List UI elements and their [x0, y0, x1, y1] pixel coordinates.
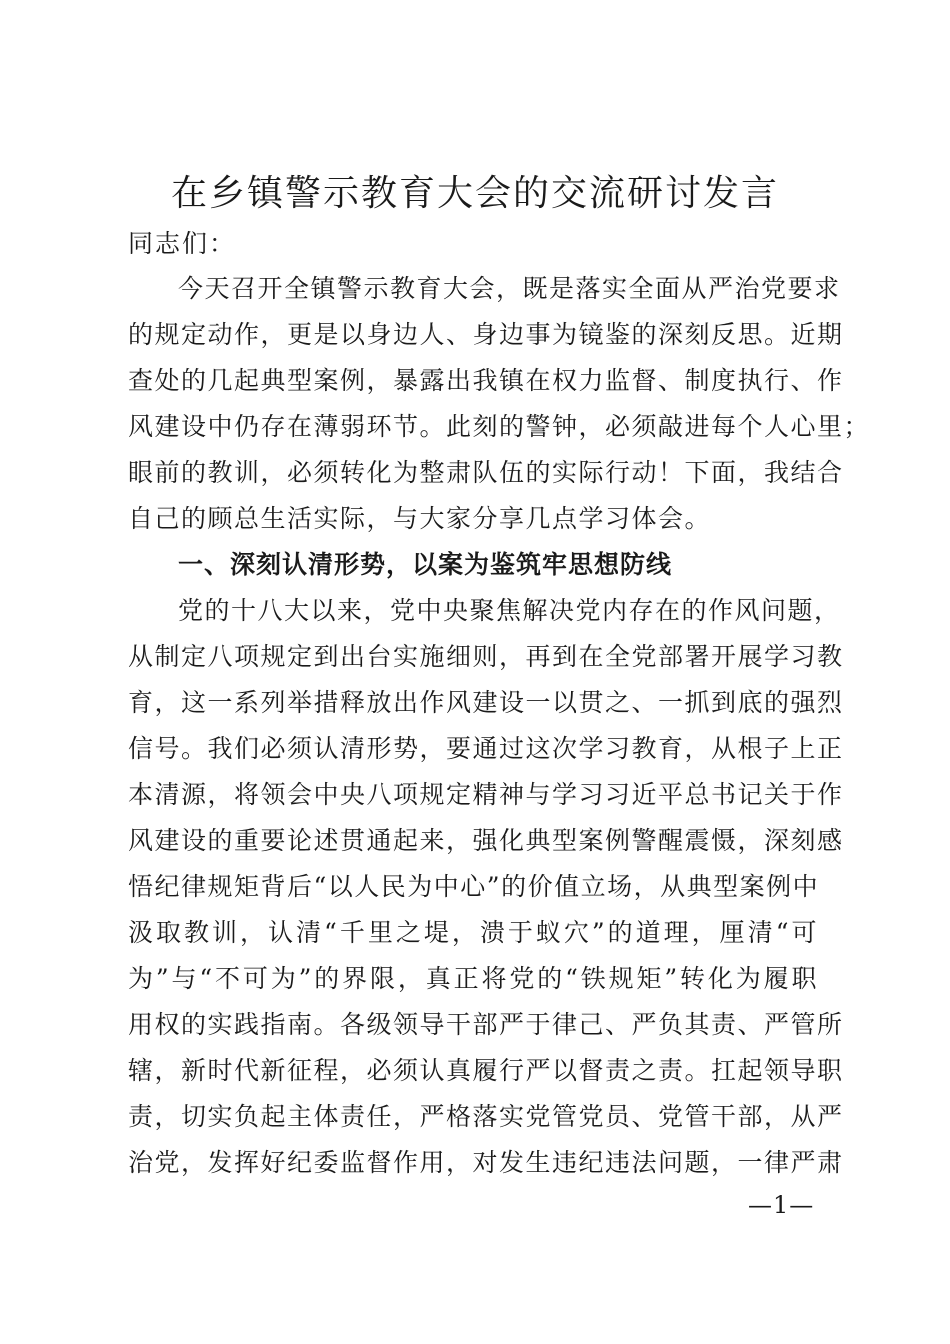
page-number: —1— — [748, 1191, 815, 1219]
document-body — [128, 266, 871, 1186]
text-line: 悟纪律规矩背后“以人民为中心”的价值立场，从典型案例中 — [128, 872, 820, 901]
text-line: 党的十八大以来，党中央聚焦解决党内存在的作风问题， — [178, 596, 841, 625]
text-line: 从制定八项规定到出台实施细则，再到在全党部署开展学习教 — [128, 642, 844, 671]
salutation: 同志们： — [128, 229, 237, 258]
text-line: 治党，发挥好纪委监督作用，对发生违纪违法问题，一律严肃 — [128, 1148, 844, 1177]
text-line: 用权的实践指南。各级领导干部严于律己、严负其责、严管所 — [128, 1010, 844, 1039]
text-line: 本清源，将领会中央八项规定精神与学习习近平总书记关于作 — [128, 780, 844, 809]
text-line: 育，这一系列举措释放出作风建设一以贯之、一抓到底的强烈 — [128, 688, 844, 717]
text-line: 的规定动作，更是以身边人、身边事为镜鉴的深刻反思。近期 — [128, 320, 844, 349]
text-line: 为”与“不可为”的界限，真正将党的“铁规矩”转化为履职 — [128, 964, 818, 993]
text-line: 责，切实负起主体责任，严格落实党管党员、党管干部，从严 — [128, 1102, 844, 1131]
text-line: 风建设的重要论述贯通起来，强化典型案例警醒震慑，深刻感 — [128, 826, 844, 855]
text-line: 信号。我们必须认清形势，要通过这次学习教育，从根子上正 — [128, 734, 844, 763]
text-line: 今天召开全镇警示教育大会，既是落实全面从严治党要求 — [178, 274, 841, 303]
text-line: 辖，新时代新征程，必须认真履行严以督责之责。扛起领导职 — [128, 1056, 844, 1085]
text-line: 风建设中仍存在薄弱环节。此刻的警钟，必须敲进每个人心里； — [128, 412, 871, 441]
text-line: 自己的顾总生活实际，与大家分享几点学习体会。 — [128, 504, 712, 533]
text-line: 眼前的教训，必须转化为整肃队伍的实际行动！下面，我结合 — [128, 458, 844, 487]
document-title: 在乡镇警示教育大会的交流研讨发言 — [170, 173, 779, 214]
section-heading: 一、深刻认清形势，以案为鉴筑牢思想防线 — [178, 550, 673, 579]
text-line: 汲取教训，认清“千里之堤，溃于蚁穴”的道理，厘清“可 — [128, 918, 818, 947]
text-line: 查处的几起典型案例，暴露出我镇在权力监督、制度执行、作 — [128, 366, 844, 395]
